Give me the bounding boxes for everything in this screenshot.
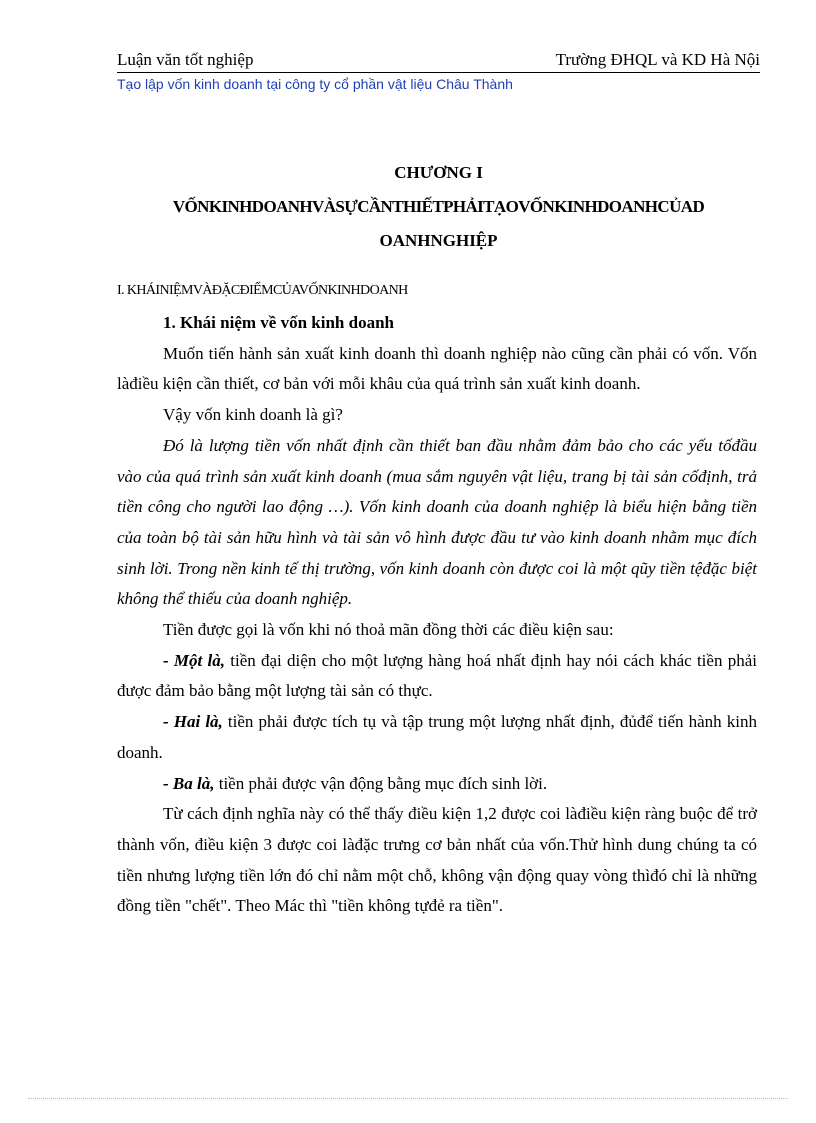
page-header [117,50,760,73]
header-left-text: Luận văn tốt nghiệp [117,50,254,69]
chapter-title-line1: VỐNKINHDOANHVÀSỰCẦNTHIẾTPHẢITẠOVỐNKINHDOANHCỦAD [172,197,705,216]
paragraph-intro: Muốn tiến hành sản xuất kinh doanh thì doanh nghiệp nào cũng cần phải có vốn. Vốn làđiều kiện cần thiết, cơ bản với mỗi khâu của quá trình sản xuất kinh doanh. [117,343,757,394]
condition-one-label: - Một là, [163,650,225,670]
section-heading: I. KHÁINIỆMVÀĐẶCĐIỂMCỦAVỐNKINHDOANH [117,283,408,298]
paragraph-conditions-intro: Tiền được gọi là vốn khi nó thoả mãn đồng thời các điều kiện sau: [163,620,614,640]
chapter-heading [117,156,760,258]
condition-three [117,769,757,800]
document-body [117,308,757,922]
paragraph-definition: Đó là lượng tiền vốn nhất định cần thiết ban đầu nhằm đảm bảo cho các yếu tốđầu vào của quá trình sản xuất kinh doanh (mua sắm nguyên vật liệu, trang bị tài sản cốđịnh, trả tiền công cho người lao động …). Vốn kinh doanh của doanh nghiệp là biểu hiện bằng tiền của toàn bộ tài sản hữu hình và tài sản vô hình được đầu tư vào kinh doanh nhằm mục đích sinh lời. Trong nền kinh tế thị trường, vốn kinh doanh còn được coi là một qũy tiền tệđặc biệt không thể thiếu của doanh nghiệp. [117,435,757,609]
condition-one [117,646,757,707]
header-right-text: Trường ĐHQL và KD Hà Nội [555,50,760,69]
page-footer-divider [28,1098,788,1099]
condition-three-text: tiền phải được vận động bằng mục đích sinh lời. [214,773,548,793]
paragraph-conclusion: Từ cách định nghĩa này có thể thấy điều kiện 1,2 được coi làđiều kiện ràng buộc để trở thành vốn, điều kiện 3 được coi làđặc trưng cơ bản nhất của vốn.Thử hình dung chúng ta có tiền nhưng lượng tiền lớn đó chỉ nằm một chỗ, không vận động quay vòng thìđó chỉ là những đồng tiền "chết". Theo Mác thì "tiền không tựđẻ ra tiền". [117,804,757,916]
paragraph-question: Vậy vốn kinh doanh là gì? [163,405,343,425]
condition-one-text: tiền đại diện cho một lượng hàng hoá nhất định hay nói cách khác tiền phải được đảm bảo bằng một lượng tài sản có thực. [117,650,757,701]
subsection-heading: 1. Khái niệm về vốn kinh doanh [163,313,394,332]
condition-three-label: - Ba là, [163,773,215,793]
chapter-label: CHƯƠNG I [394,163,483,182]
condition-two-text: tiền phải được tích tụ và tập trung một lượng nhất định, đủđể tiến hành kinh doanh. [117,712,757,762]
condition-two [117,707,757,768]
chapter-title-line2: OANHNGHIỆP [379,231,498,250]
header-subtitle: Tạo lập vốn kinh doanh tại công ty cổ phần vật liệu Châu Thành [117,76,513,92]
condition-two-label: - Hai là, [163,712,223,732]
